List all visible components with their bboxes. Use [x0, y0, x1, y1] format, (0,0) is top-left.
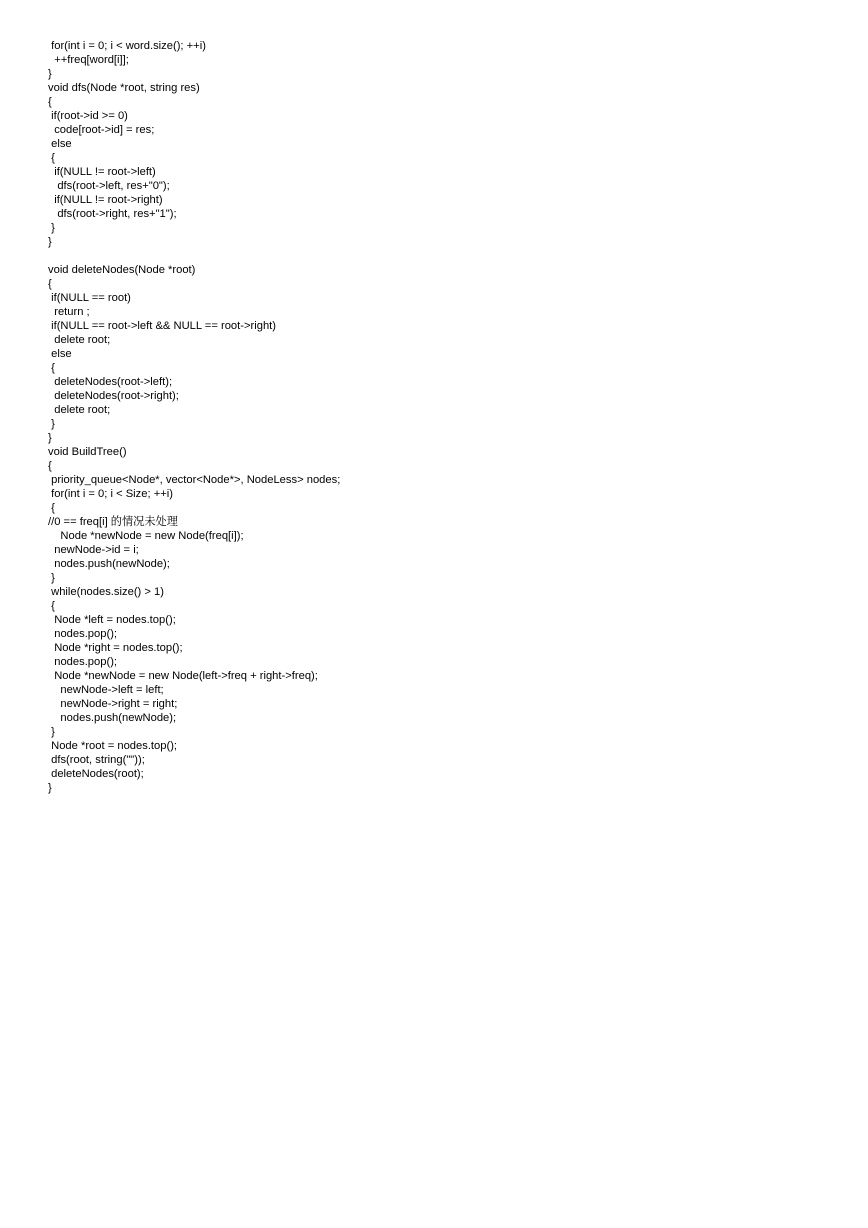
code-line: if(NULL == root): [48, 292, 131, 304]
code-line: newNode->left = left;: [48, 684, 164, 696]
code-line: ++freq[word[i]];: [48, 54, 129, 66]
code-line: {: [48, 278, 52, 290]
code-line: code[root->id] = res;: [48, 124, 155, 136]
code-line: }: [48, 726, 55, 738]
code-line: delete root;: [48, 334, 111, 346]
code-line: if(root->id >= 0): [48, 110, 128, 122]
code-line: Node *root = nodes.top();: [48, 740, 178, 752]
code-line: else: [48, 138, 72, 150]
code-line: Node *newNode = new Node(left->freq + right->freq);: [48, 670, 318, 682]
code-line: while(nodes.size() > 1): [48, 586, 164, 598]
code-line: {: [48, 152, 55, 164]
code-line: newNode->right = right;: [48, 698, 178, 710]
code-line: priority_queue<Node*, vector<Node*>, NodeLess> nodes;: [48, 474, 341, 486]
code-line: [48, 249, 340, 263]
code-line: Node *left = nodes.top();: [48, 614, 176, 626]
code-line: }: [48, 432, 52, 444]
code-line: deleteNodes(root);: [48, 768, 144, 780]
code-line: nodes.push(newNode);: [48, 712, 177, 724]
code-line: if(NULL != root->right): [48, 194, 163, 206]
code-line: for(int i = 0; i < word.size(); ++i): [48, 40, 206, 52]
code-line: if(NULL == root->left && NULL == root->right): [48, 320, 276, 332]
code-line: dfs(root->left, res+"0");: [48, 180, 170, 192]
code-line: nodes.push(newNode);: [48, 558, 170, 570]
code-line: }: [48, 222, 55, 234]
code-listing: [48, 39, 340, 795]
code-line: {: [48, 460, 52, 472]
code-line: newNode->id = i;: [48, 544, 139, 556]
code-line: }: [48, 236, 52, 248]
code-line: {: [48, 502, 55, 514]
code-line: Node *newNode = new Node(freq[i]);: [48, 530, 244, 542]
code-line: {: [48, 362, 55, 374]
code-line: {: [48, 600, 55, 612]
code-line: {: [48, 96, 52, 108]
code-line: }: [48, 68, 52, 80]
code-line: if(NULL != root->left): [48, 166, 156, 178]
code-line: deleteNodes(root->right);: [48, 390, 179, 402]
code-line: nodes.pop();: [48, 656, 118, 668]
code-line: dfs(root->right, res+"1");: [48, 208, 177, 220]
code-line: delete root;: [48, 404, 111, 416]
code-line: Node *right = nodes.top();: [48, 642, 183, 654]
code-line: void BuildTree(): [48, 446, 127, 458]
code-line: else: [48, 348, 72, 360]
code-line: nodes.pop();: [48, 628, 118, 640]
code-line: dfs(root, string(""));: [48, 754, 145, 766]
code-line: //0 == freq[i] 的情况未处理: [48, 516, 178, 528]
code-line: deleteNodes(root->left);: [48, 376, 173, 388]
code-line: }: [48, 572, 55, 584]
code-line: void dfs(Node *root, string res): [48, 82, 200, 94]
code-line: for(int i = 0; i < Size; ++i): [48, 488, 173, 500]
code-line: void deleteNodes(Node *root): [48, 264, 196, 276]
code-line: return ;: [48, 306, 90, 318]
code-line: }: [48, 782, 52, 794]
code-line: }: [48, 418, 55, 430]
